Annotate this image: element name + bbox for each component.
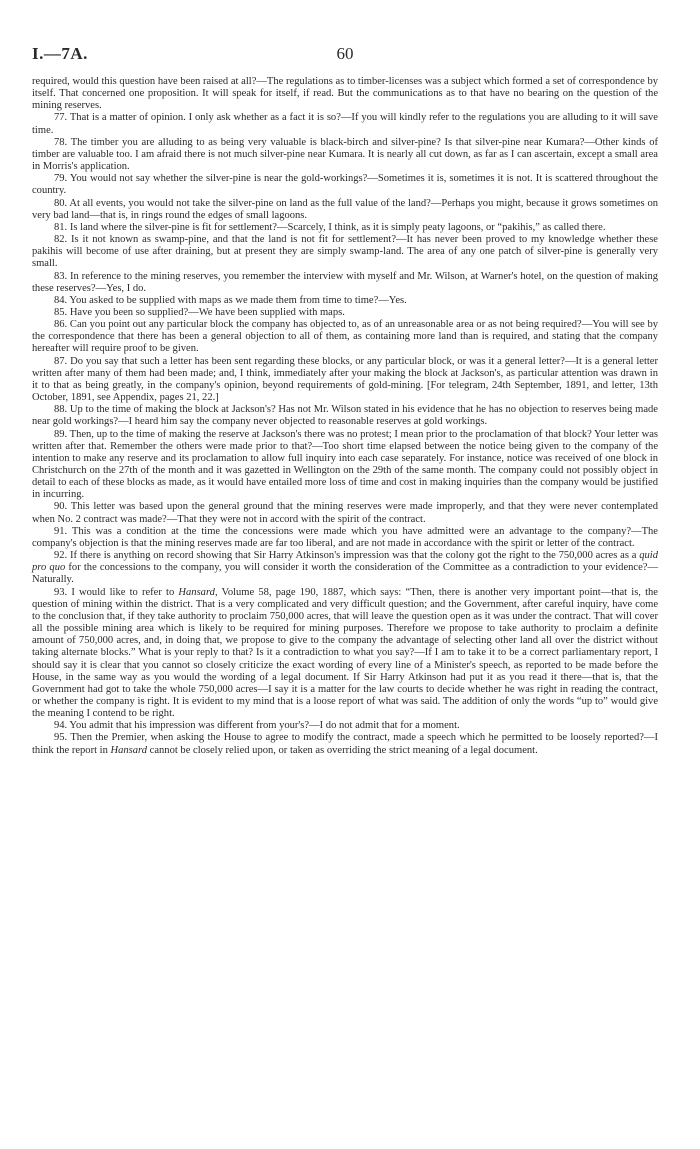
paragraph-q79: 79. You would not say whether the silver-pine is near the gold-workings?—Sometimes it is, sometimes it is not. It is scattered throughout the country. bbox=[32, 173, 658, 197]
paragraph-q83: 83. In reference to the mining reserves, you remember the interview with myself and Mr. Wilson, at Warner's hotel, on the question of making these reserves?—Yes, I do. bbox=[32, 270, 658, 294]
paragraph-q82: 82. Is it not known as swamp-pine, and that the land is not fit for settlement?—It has never been proved to my knowledge whether these pakihis will become of use after draining, but at present they are simply swamp-land. The area of any one patch of silver-pine is generally very small. bbox=[32, 234, 658, 270]
paragraph-q88: 88. Up to the time of making the block at Jackson's? Has not Mr. Wilson stated in his evidence that he has no objection to reserves being made near gold workings?—I heard him say the company never objected to reasonable reserves at gold workings. bbox=[32, 404, 658, 428]
paragraph-q95: 95. Then the Premier, when asking the House to agree to modify the contract, made a speech which he permitted to be loosely reported?—I think the report in Hansard cannot be closely relied upon, or taken as overriding the strict meaning of a legal document. bbox=[32, 732, 658, 756]
paragraph-q93: 93. I would like to refer to Hansard, Volume 58, page 190, 1887, which says: “Then, there is another very important point—that is, the question of mining within the district. That is a very complicated and very difficult question; and the Government, after careful inquiry, have come to the conclusion that, if they take authority to proclaim 750,000 acres, that will leave the question open as it was under the contract. That will cover all the possible mining area which is likely to be required for mining purposes. Therefore we propose to take authority to proclaim a definite amount of 750,000 acres, and, in doing that, we propose to give to the company the advantage of selecting other land all over the district without taking alternate blocks.” What is your reply to that? Is it a contradiction to what you say?—If I am to take it to be a correct parliamentary report, I should say it is clear that you cannot so closely criticize the exact wording of every line of a Minister's speech, as reported to be made before the House, in the same way as you would the wording of a legal document. If Sir Harry Atkinson had put it as you read it there—that is, that the Government had got to take the whole 750,000 acres—I say it is a matter for the law courts to decide whether he was right in reading the contract, or whether the company is right. It is evident to my mind that is a loose report of what was said. The addition of only the words “up to” would give the meaning I contend to be right. bbox=[32, 586, 658, 720]
page-number: 60 bbox=[336, 44, 354, 63]
paragraph-q80: 80. At all events, you would not take the silver-pine on land as the full value of the land?—Perhaps you might, because it grows sometimes on very bad land—that is, in rings round the edges of small lagoons. bbox=[32, 197, 658, 221]
paragraph-q91: 91. This was a condition at the time the concessions were made which you have admitted were an advantage to the company?—The company's objection is that the mining reserves made are far too liberal, and are not made in accordance with the spirit or letter of the contract. bbox=[32, 525, 658, 549]
page-header bbox=[32, 44, 658, 76]
paragraph-q89: 89. Then, up to the time of making the reserve at Jackson's there was no protest; I mean prior to the proclamation of that block? Your letter was written after that. Remember the others were made prior to that?—Too short time elapsed between the notice being given to the company of the intention to make any reserve and its proclamation to allow full inquiry into each case separately. For instance, notice was received of one block in Christchurch on the 27th of the month and it was gazetted in Wellington on the 29th of the same month. The company could not possibly object in detail to each of these blocks as made, as it would have entailed more loss of time and cost in making inquiries than the company would be justified in incurring. bbox=[32, 428, 658, 501]
paragraph-q94: 94. You admit that his impression was different from your's?—I do not admit that for a moment. bbox=[54, 720, 460, 732]
paragraph-q78: 78. The timber you are alluding to as being very valuable is black-birch and silver-pine? Is that silver-pine near Kumara?—Other kinds of timber are valuable too. I am afraid there is not much silver-pine near Kumara. It is nearly all cut down, as far as I can ascertain, except a small area in Morris's application. bbox=[32, 136, 658, 173]
paragraph-q87: 87. Do you say that such a letter has been sent regarding these blocks, or any particular block, or was it a general letter?—It is a general letter written after many of them had been made; and, I think, immediately after your making the block at Jackson's, as particular attention was drawn in it to that as being greatly, in the company's opinion, beyond requirements of gold-mining. [For telegram, 24th September, 1891, and letter, 13th October, 1891, see Appendix, pages 21, 22.] bbox=[32, 355, 658, 404]
paragraph-q90: 90. This letter was based upon the general ground that the mining reserves were made improperly, and that they were never contemplated when No. 2 contract was made?—That they were not in accord with the spirit of the contract. bbox=[32, 501, 658, 525]
paragraph-q77: 77. That is a matter of opinion. I only ask whether as a fact it is so?—If you will kindly refer to the regulations you are alluding to it will save time. bbox=[32, 112, 658, 136]
paragraph-q85: 85. Have you been so supplied?—We have been supplied with maps. bbox=[54, 306, 345, 318]
paragraph-q81: 81. Is land where the silver-pine is fit for settlement?—Scarcely, I think, as it is simply peaty lagoons, or “pakihis,” as called there. bbox=[54, 221, 606, 233]
paragraph-q86: 86. Can you point out any particular block the company has objected to, as of an unreasonable area or as not being required?—You will see by the correspondence that there has been a general objection to all of them, as containing more land than is required, and stating that the company hereafter will require proof to be given. bbox=[32, 319, 658, 355]
document-reference: I.—7A. bbox=[32, 44, 88, 63]
paragraph-q92: 92. If there is anything on record showing that Sir Harry Atkinson's impression was that the colony got the right to the 750,000 acres as a quid pro quo for the concessions to the company, you will consider it worth the consideration of the Committee as a contradiction to your evidence?—Naturally. bbox=[32, 550, 659, 586]
paragraph-continuation: required, would this question have been raised at all?—The regulations as to timber-licenses was a subject which formed a set of correspondence by itself. That concerned one proposition. It will speak for itself, if read. But the communications as to that have no bearing on the question of the mining reserves. bbox=[32, 76, 658, 112]
paragraph-q84: 84. You asked to be supplied with maps as we made them from time to time?—Yes. bbox=[54, 294, 407, 306]
body-text bbox=[32, 76, 658, 757]
